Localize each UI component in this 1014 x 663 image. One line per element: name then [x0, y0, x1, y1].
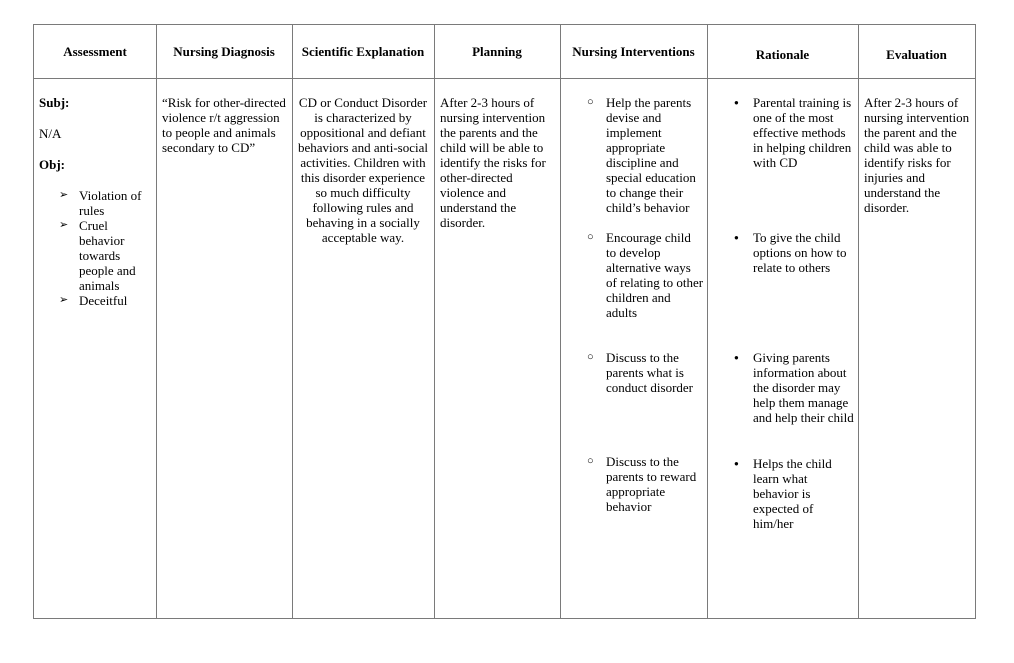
- column-divider: [434, 25, 435, 618]
- header-planning: Planning: [472, 43, 522, 59]
- header-divider: [34, 78, 975, 79]
- intervention-item: ○ Help the parents devise and implement appropriate discipline and special education to change their child’s behavior: [587, 95, 696, 215]
- rationale-item: ● To give the child options on how to relate to others: [734, 230, 847, 275]
- column-divider: [156, 25, 157, 618]
- column-divider: [292, 25, 293, 618]
- subj-label: Subj:: [39, 95, 70, 110]
- header-evaluation: Evaluation: [886, 47, 947, 62]
- dot-bullet-icon: ●: [734, 459, 739, 468]
- evaluation-text: After 2-3 hours of nursing intervention the parent and the child was able to identify risks for injuries and understand the disorder.: [864, 95, 970, 215]
- list-item: ➢ Violation of rules: [59, 188, 142, 218]
- circle-bullet-icon: ○: [587, 96, 594, 108]
- rationale-item: ● Helps the child learn what behavior is expected of him/her: [734, 456, 832, 531]
- column-divider: [858, 25, 859, 618]
- nursing-diagnosis-text: “Risk for other-directed violence r/t aggression to people and animals secondary to CD”: [162, 95, 286, 155]
- list-item: ➢ Cruel behavior towards people and animals: [59, 218, 136, 293]
- intervention-item: ○ Discuss to the parents to reward appropriate behavior: [587, 454, 697, 514]
- list-item: ➢ Deceitful: [59, 293, 128, 308]
- intervention-item: ○ Encourage child to develop alternative ways of relating to other children and adults: [587, 230, 704, 320]
- planning-text: After 2-3 hours of nursing intervention the parents and the child will be able to identify the risks for other-directed violence and understand the disorder.: [440, 95, 546, 230]
- header-assessment: Assessment: [63, 43, 127, 59]
- header-nursing-interventions: Nursing Interventions: [572, 43, 695, 59]
- care-plan-table: [33, 24, 976, 619]
- dot-bullet-icon: ●: [734, 233, 739, 242]
- arrow-bullet-icon: ➢: [59, 219, 69, 231]
- subj-value: N/A: [39, 126, 62, 141]
- dot-bullet-icon: ●: [734, 353, 739, 362]
- dot-bullet-icon: ●: [734, 98, 739, 107]
- obj-label: Obj:: [39, 157, 65, 172]
- assessment-cell: [39, 95, 151, 308]
- column-divider: [707, 25, 708, 618]
- rationale-item: ● Parental training is one of the most effective methods in helping children with CD: [734, 95, 852, 170]
- arrow-bullet-icon: ➢: [59, 189, 69, 201]
- rationale-item: ● Giving parents information about the disorder may help them manage and help their child: [734, 350, 854, 425]
- intervention-item: ○ Discuss to the parents what is conduct disorder: [587, 350, 694, 395]
- arrow-bullet-icon: ➢: [59, 294, 69, 306]
- column-divider: [560, 25, 561, 618]
- scientific-explanation-text: CD or Conduct Disorder is characterized by oppositional and defiant behaviors and anti-social activities. Children with this disorder experience so much difficulty following rules and behaving in a socially acceptable way.: [298, 95, 428, 245]
- objective-list: [59, 188, 151, 308]
- circle-bullet-icon: ○: [587, 231, 594, 243]
- circle-bullet-icon: ○: [587, 351, 594, 363]
- header-scientific-explanation: Scientific Explanation: [301, 43, 425, 59]
- circle-bullet-icon: ○: [587, 455, 594, 467]
- header-nursing-diagnosis: Nursing Diagnosis: [173, 43, 275, 59]
- header-rationale: Rationale: [755, 47, 810, 62]
